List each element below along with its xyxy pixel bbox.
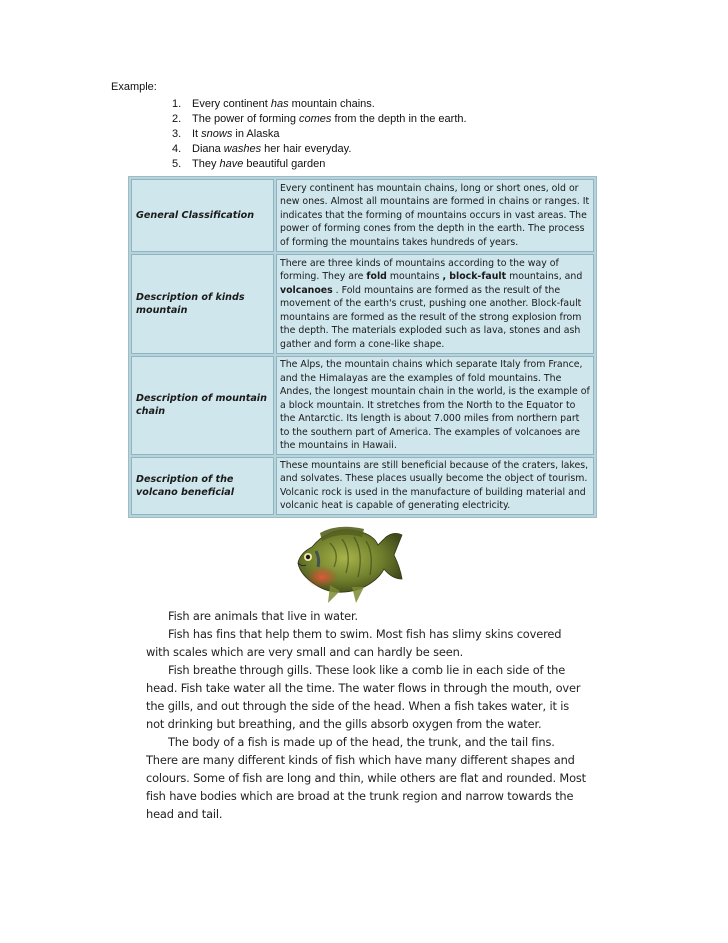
list-text: Every continent has mountain chains. <box>192 98 375 110</box>
row-description: These mountains are still beneficial because of the craters, lakes, and solvates. These places usually become the object of tourism. Volcanic rock is used in the manufacture of building material and volcanic heat is capable of generating electricity. <box>276 457 594 515</box>
list-text: The power of forming comes from the depth in the earth. <box>192 113 467 125</box>
paragraph: Fish breathe through gills. These look like a comb lie in each side of the head. Fish take water all the time. The water flows in through the mouth, over the gills, and out through the side of the head. When a fish takes water, it is not drinking but breathing, and the gills absorb oxygen from the water. <box>146 663 581 731</box>
fish-text <box>146 607 586 823</box>
paragraph: Fish has fins that help them to swim. Most fish has slimy skins covered with scales which are very small and can hardly be seen. <box>146 627 562 659</box>
list-item <box>172 142 467 157</box>
row-description: Every continent has mountain chains, long or short ones, old or new ones. Almost all mountains are formed in chains or ranges. It indicates that the forming of mountains occurs in vast areas. The power of forming cones from the depth in the earth. The process of forming the mountains takes hundreds of years. <box>276 179 594 252</box>
mountain-table <box>128 176 597 518</box>
list-number: 4. <box>172 143 182 155</box>
fish-illustration <box>290 523 406 607</box>
list-item <box>172 127 467 142</box>
table-row <box>131 179 594 252</box>
list-item <box>172 157 467 172</box>
paragraph: The body of a fish is made up of the head, the trunk, and the tail fins. There are many different kinds of fish which have many different shapes and colours. Some of fish are long and thin, while others are flat and rounded. Most fish have bodies which are broad at the trunk region and narrow towards the head and tail. <box>146 735 586 821</box>
list-number: 2. <box>172 113 182 125</box>
row-description: There are three kinds of mountains according to the way of forming. They are fold mountains , block-fault mountains, and volcanoes . Fold mountains are formed as the result of the movement of the earth's crust, pushing one another. Block-fault mountains are formed as the result of the strong explosion from the depth. The materials exploded such as lava, stones and ash gather and form a cone-like shape. <box>276 254 594 354</box>
example-list <box>172 97 467 172</box>
list-number: 5. <box>172 158 182 170</box>
table-row <box>131 457 594 515</box>
paragraph: Fish are animals that live in water. <box>168 609 358 623</box>
row-description: The Alps, the mountain chains which separate Italy from France, and the Himalayas are the examples of fold mountains. The Andes, the longest mountain chain in the world, is the example of a block mountain. It stretches from the North to the Equator to the Antarctic. Its length is about 7.000 miles from northern part to the southern part of America. The examples of volcanoes are the mountains in Hawaii. <box>276 356 594 455</box>
list-text: It snows in Alaska <box>192 128 280 140</box>
row-heading: General Classification <box>131 179 274 252</box>
row-heading: Description of the volcano beneficial <box>131 457 274 515</box>
list-text: They have beautiful garden <box>192 158 326 170</box>
table-row <box>131 254 594 354</box>
row-heading: Description of mountain chain <box>131 356 274 455</box>
table-row <box>131 356 594 455</box>
row-heading: Description of kinds mountain <box>131 254 274 354</box>
list-item <box>172 112 467 127</box>
list-number: 3. <box>172 128 182 140</box>
list-number: 1. <box>172 98 182 110</box>
list-item <box>172 97 467 112</box>
example-label: Example: <box>111 81 157 93</box>
list-text: Diana washes her hair everyday. <box>192 143 352 155</box>
